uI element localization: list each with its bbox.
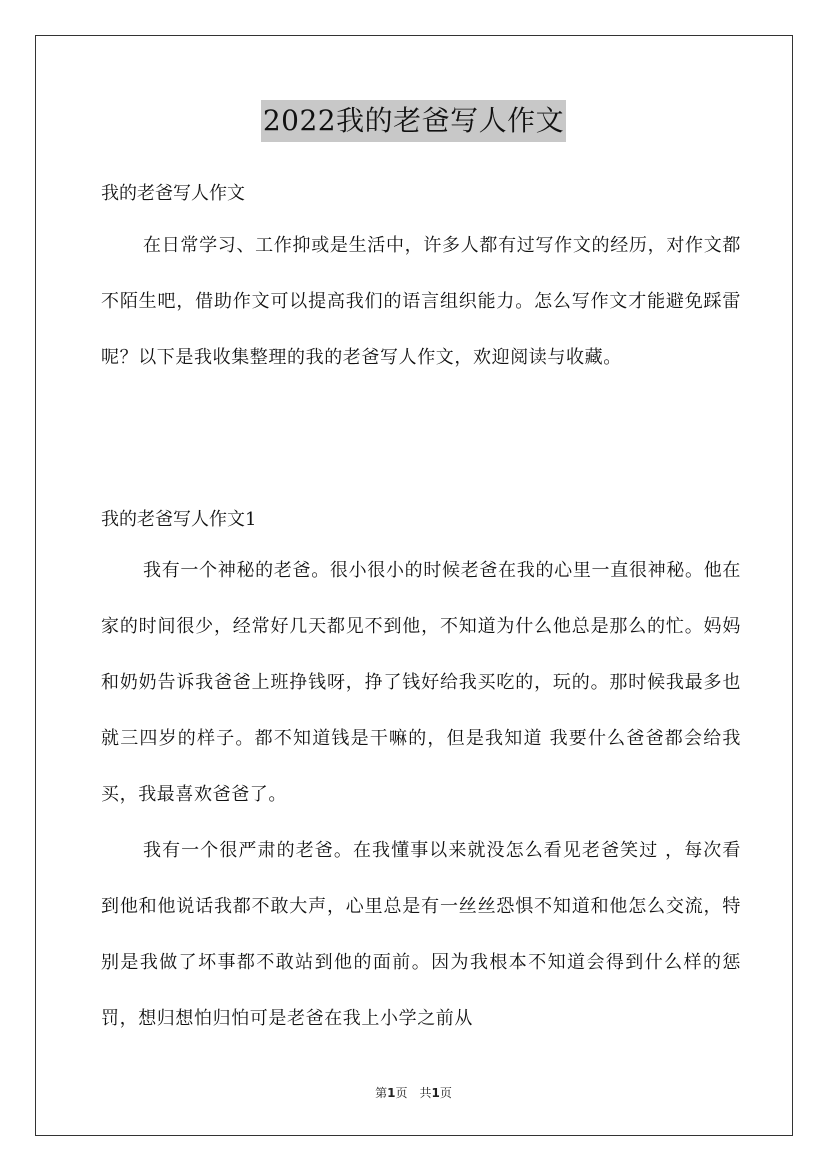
- section1-paragraph-2: 我有一个很严肃的老爸。在我懂事以来就没怎么看见老爸笑过 ，每次看到他和他说话我都不敢大声，心里总是有一丝丝恐惧不知道和他怎么交流，特别是我做了坏事都不敢站到他的面前。因为我根本不知道会得到什么样的惩罚，想归想怕归怕可是老爸在我上小学之前从: [101, 840, 741, 1029]
- intro-paragraph: 在日常学习、工作抑或是生活中，许多人都有过写作文的经历，对作文都不陌生吧，借助作文可以提高我们的语言组织能力。怎么写作文才能避免踩雷呢？以下是我收集整理的我的老爸写人作文，欢迎阅读与收藏。: [101, 235, 741, 368]
- total-label-suffix: 页: [439, 1086, 452, 1100]
- total-label-prefix: 共: [419, 1086, 432, 1100]
- document-title: 2022我的老爸写人作文: [261, 100, 566, 142]
- document-title-wrapper: [0, 100, 827, 142]
- section1-paragraph-1: 我有一个神秘的老爸。很小很小的时候老爸在我的心里一直很神秘。他在家的时间很少，经常好几天都见不到他，不知道为什么他总是那么的忙。妈妈和奶奶告诉我爸爸上班挣钱呀，挣了钱好给我买吃的，玩的。那时候我最多也就三四岁的样子。都不知道钱是干嘛的，但是我知道 我要什么爸爸都会给我买，我最喜欢爸爸了。: [101, 560, 741, 805]
- section1-heading: 我的老爸写人作文1: [101, 509, 257, 530]
- page-label-prefix: 第: [375, 1086, 388, 1100]
- page-label-suffix: 页: [395, 1086, 408, 1100]
- intro-heading: 我的老爸写人作文: [101, 183, 245, 204]
- page-total: 1: [431, 1086, 440, 1100]
- page-footer: [0, 1084, 827, 1101]
- page-current: 1: [387, 1086, 396, 1100]
